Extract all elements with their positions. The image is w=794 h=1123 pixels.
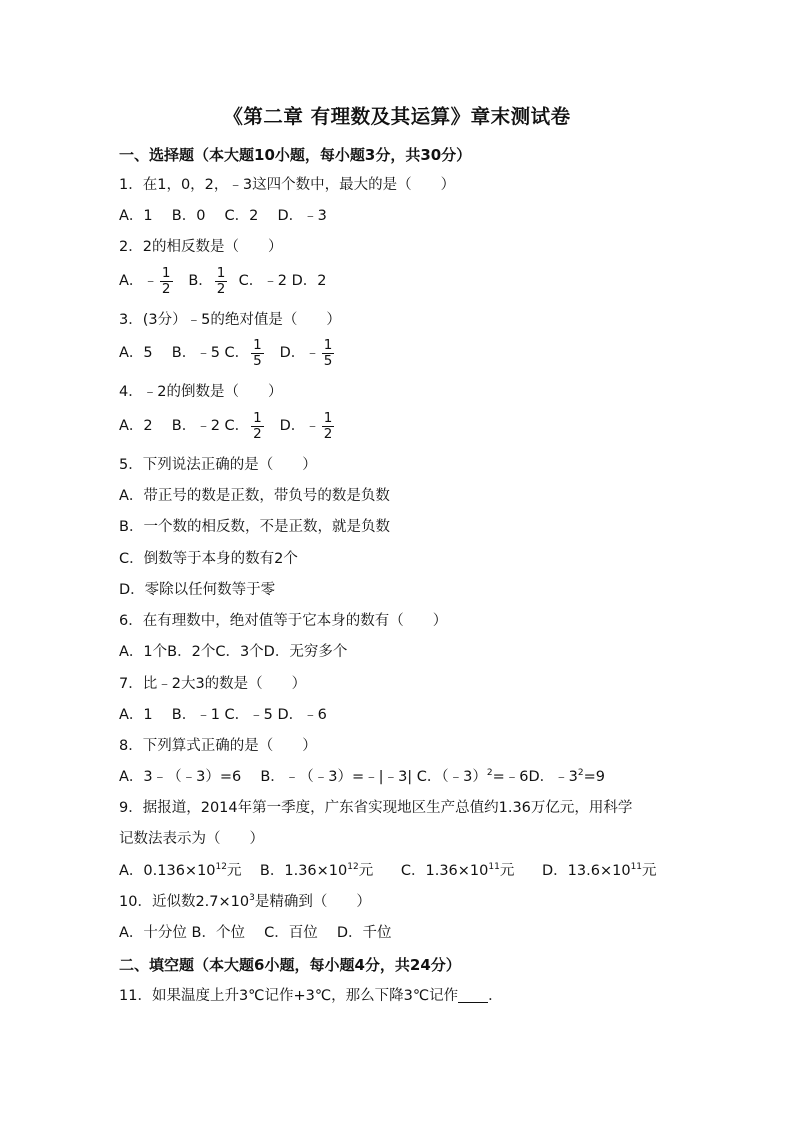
question-3-stem: 3．(3分）﹣5的绝对值是（ ） [119, 312, 341, 328]
option-ab: A．5 B．﹣5 C． [119, 345, 250, 361]
stem-prefix: 10．近似数2.7×10 [119, 894, 250, 910]
question-3-options [119, 336, 336, 370]
option-d-prefix: D．﹣3 [528, 769, 578, 785]
option-b-prefix: B． [188, 273, 213, 289]
option-d-suffix: =9 [583, 769, 606, 785]
question-9-stem-line-2: 记数法表示为（ ） [119, 831, 264, 847]
question-9-options [119, 861, 657, 881]
answer-blank[interactable] [458, 988, 488, 1003]
question-11-stem [119, 986, 503, 1006]
option-b-prefix: B．1.36×10 [259, 863, 348, 879]
question-8-options [119, 767, 605, 787]
question-5-option-d: D．零除以任何数等于零 [119, 582, 276, 598]
stem-prefix: 11．如果温度上升3℃记作+3℃，那么下降3℃记作 [119, 988, 459, 1004]
stem-exponent: 3 [249, 893, 255, 903]
stem-suffix: 是精确到（ ） [254, 894, 371, 910]
question-5-option-a: A．带正号的数是正数，带负号的数是负数 [119, 488, 390, 504]
option-d-exponent: 11 [630, 862, 643, 872]
section-heading-choice: 一、选择题（本大题10小题，每小题3分，共30分） [119, 146, 472, 164]
option-c-fraction: $\frac{1}{5}$ [253, 336, 262, 369]
option-d-fraction: $\frac{1}{5}$ [323, 336, 333, 369]
option-d-prefix: D．﹣ [279, 345, 320, 361]
question-10-options: A．十分位 B．个位 C．百位 D．千位 [119, 925, 392, 941]
question-4-stem: 4．﹣2的倒数是（ ） [119, 384, 283, 400]
option-c-exponent: 2 [486, 768, 493, 778]
option-c-fraction: $\frac{1}{2}$ [253, 409, 262, 442]
option-ab: A．2 B．﹣2 C． [119, 418, 250, 434]
option-a-prefix: A．﹣ [119, 273, 158, 289]
page-title: 《第二章 有理数及其运算》章末测试卷 [223, 105, 571, 128]
option-a: A．3﹣（﹣3）=6 [119, 769, 261, 785]
question-6-stem: 6．在有理数中，绝对值等于它本身的数有（ ） [119, 613, 448, 629]
option-d-prefix: D．﹣ [279, 418, 320, 434]
question-7-options: A．1 B．﹣1 C．﹣5 D．﹣6 [119, 707, 327, 723]
question-1-options: A．1 B．0 C．2 D．﹣3 [119, 208, 327, 224]
stem-suffix: ． [488, 988, 503, 1004]
option-a-suffix: 元 [226, 863, 242, 879]
option-b-fraction: $\frac{1}{2}$ [216, 264, 226, 297]
option-d-suffix: 元 [642, 863, 657, 879]
option-d-prefix: D．13.6×10 [542, 863, 631, 879]
option-b-exponent: 12 [347, 862, 359, 872]
question-5-option-b: B．一个数的相反数，不是正数，就是负数 [119, 519, 390, 535]
option-d-exponent: 2 [577, 768, 584, 778]
question-2-stem: 2．2的相反数是（ ） [119, 239, 283, 255]
option-d-fraction: $\frac{1}{2}$ [323, 409, 333, 442]
question-4-options [119, 409, 336, 443]
question-6-options: A．1个B．2个C．3个D．无穷多个 [119, 644, 348, 660]
option-b-suffix: 元 [358, 863, 374, 879]
option-c-prefix: C．（﹣3） [416, 769, 487, 785]
option-b: B．﹣（﹣3）=﹣|﹣3| [260, 769, 417, 785]
question-5-stem: 5．下列说法正确的是（ ） [119, 457, 317, 473]
option-c-suffix: 元 [499, 863, 515, 879]
option-c-suffix: =﹣6 [492, 769, 529, 785]
question-10-stem [119, 892, 371, 912]
question-1-stem: 1．在1，0，2，﹣3这四个数中，最大的是（ ） [119, 177, 456, 193]
question-8-stem: 8．下列算式正确的是（ ） [119, 738, 317, 754]
option-a-exponent: 12 [215, 862, 227, 872]
question-2-options [119, 264, 326, 298]
option-c-prefix: C．1.36×10 [400, 863, 489, 879]
question-7-stem: 7．比﹣2大3的数是（ ） [119, 676, 307, 692]
question-5-option-c: C．倒数等于本身的数有2个 [119, 551, 298, 567]
option-cd: C．﹣2 D．2 [238, 273, 327, 289]
question-9-stem-line-1: 9．据报道，2014年第一季度，广东省实现地区生产总值约1.36万亿元，用科学 [119, 800, 633, 816]
option-c-exponent: 11 [488, 862, 500, 872]
section-heading-fill: 二、填空题（本大题6小题，每小题4分，共24分） [119, 956, 461, 974]
option-a-prefix: A．0.136×10 [119, 863, 216, 879]
option-a-fraction: $\frac{1}{2}$ [161, 264, 171, 297]
